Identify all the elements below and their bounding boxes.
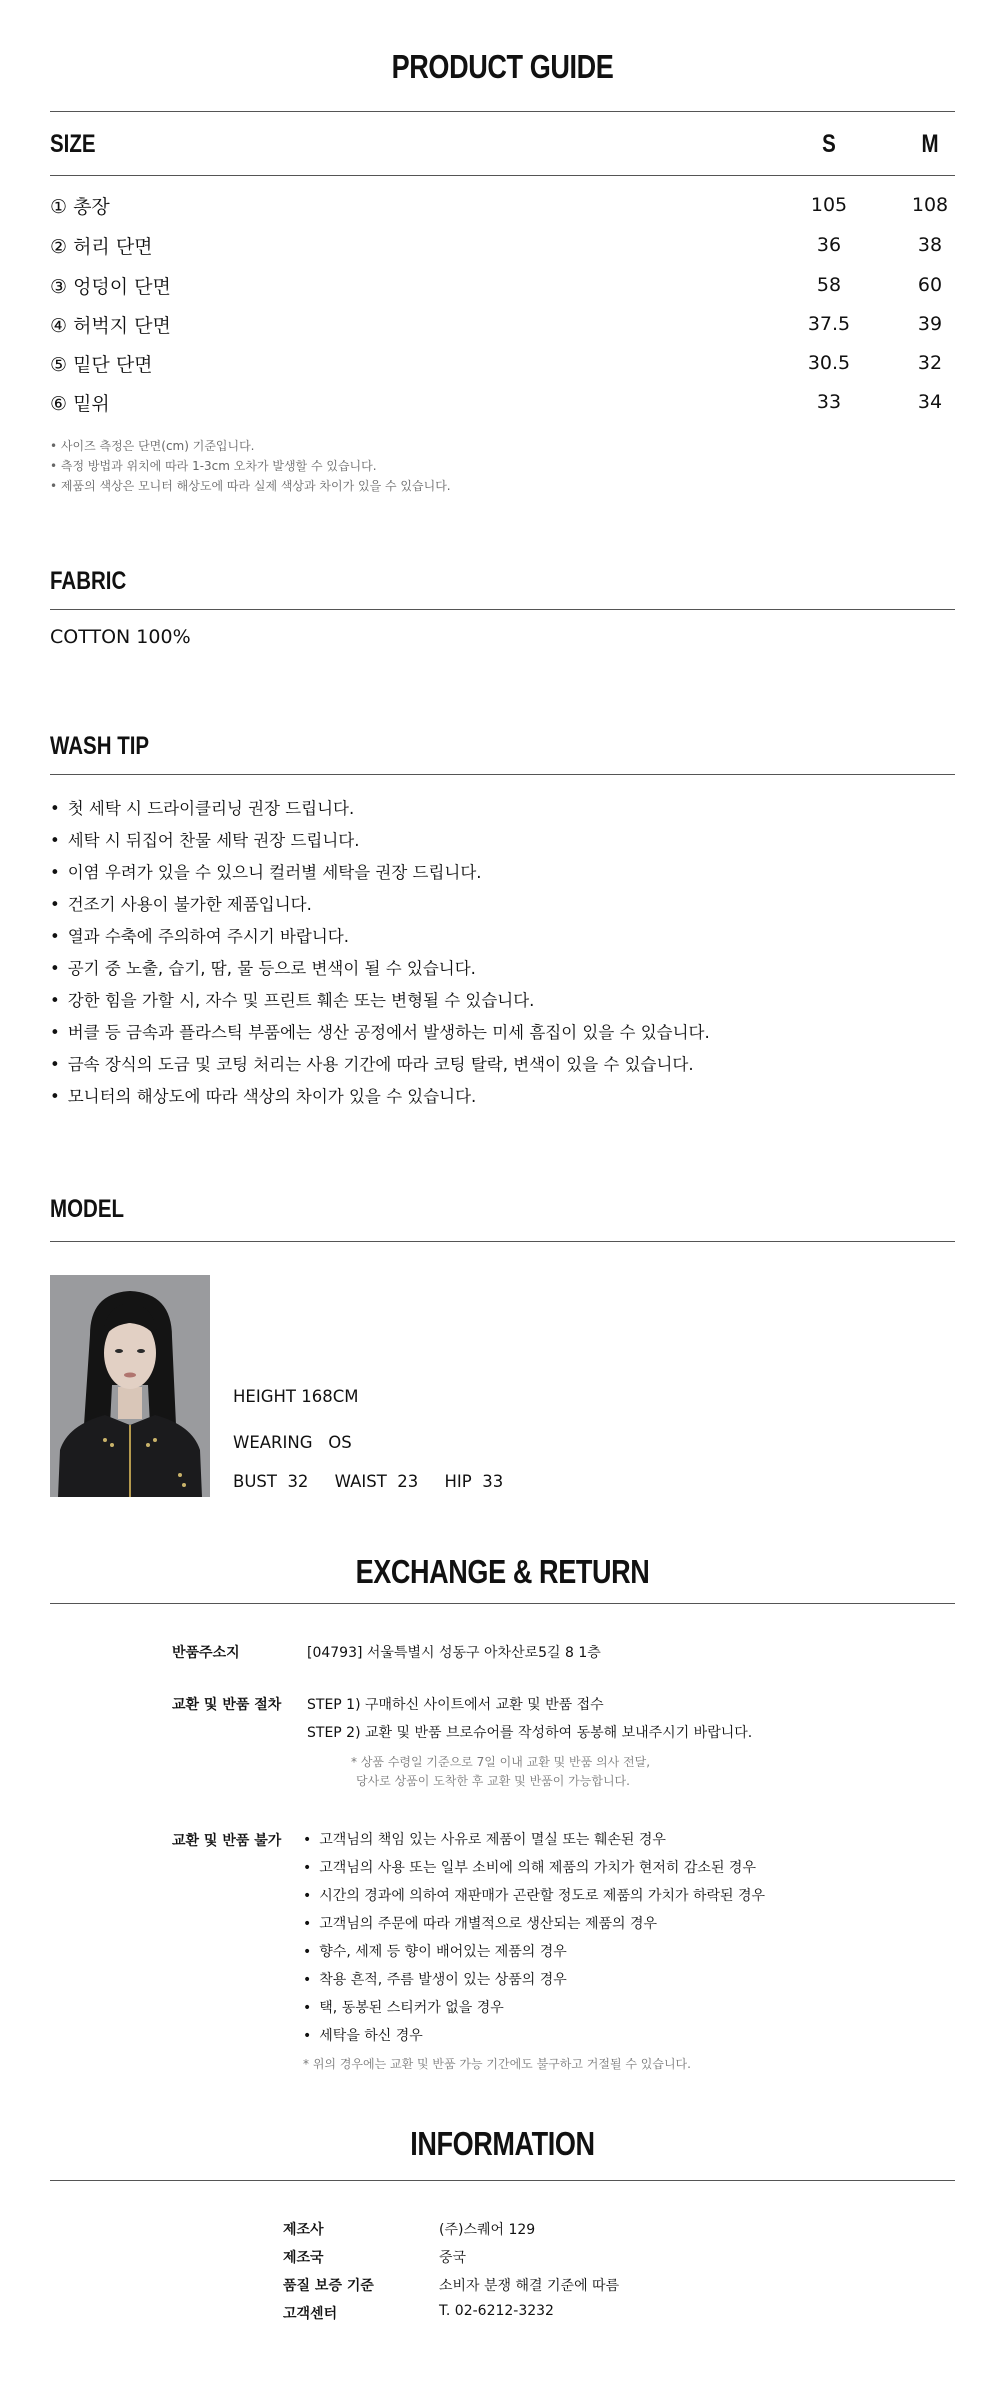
product-guide-header xyxy=(50,48,955,86)
list-item: • 택, 동봉된 스티커가 없을 경우 xyxy=(303,1994,765,2022)
divider xyxy=(50,175,955,176)
list-item: • 강한 힘을 가할 시, 자수 및 프린트 훼손 또는 변형될 수 있습니다. xyxy=(50,985,710,1017)
list-item: • 열과 수축에 주의하여 주시기 바랍니다. xyxy=(50,921,710,953)
divider xyxy=(50,609,955,610)
exchange-header xyxy=(50,1553,955,1591)
size-row-label: ① 총장 xyxy=(50,196,110,218)
list-item: • 향수, 세제 등 향이 배어있는 제품의 경우 xyxy=(303,1938,765,1966)
size-note: • 제품의 색상은 모니터 해상도에 따라 실제 색상과 차이가 있을 수 있습니다. xyxy=(50,479,451,493)
size-value-m: 38 xyxy=(917,234,943,256)
size-row xyxy=(50,350,955,380)
info-value: (주)스퀘어 129 xyxy=(439,2222,536,2238)
fabric-header xyxy=(50,567,143,596)
size-value-s: 37.5 xyxy=(807,313,851,335)
size-row-label: ⑥ 밑위 xyxy=(50,393,110,415)
information-title: INFORMATION xyxy=(410,2125,595,2162)
size-table-header xyxy=(50,130,955,166)
list-item: • 버클 등 금속과 플라스틱 부품에는 생산 공정에서 발생하는 미세 흠집이 있을 수 있습니다. xyxy=(50,1017,710,1049)
procedure-label: 교환 및 반품 절차 xyxy=(172,1697,282,1713)
list-item: • 이염 우려가 있을 수 있으니 컬러별 세탁을 권장 드립니다. xyxy=(50,857,710,889)
return-address-label: 반품주소지 xyxy=(172,1645,240,1661)
size-row xyxy=(50,232,955,262)
list-item: • 고객님의 사용 또는 일부 소비에 의해 제품의 가치가 현저히 감소된 경우 xyxy=(303,1854,765,1882)
divider xyxy=(50,774,955,775)
size-value-m: 108 xyxy=(911,194,949,216)
divider xyxy=(50,111,955,112)
size-row-label: ⑤ 밑단 단면 xyxy=(50,354,153,376)
information-header xyxy=(50,2125,955,2163)
list-item: • 공기 중 노출, 습기, 땀, 물 등으로 변색이 될 수 있습니다. xyxy=(50,953,710,985)
info-value: 소비자 분쟁 해결 기준에 따름 xyxy=(439,2278,620,2294)
info-value: T. 02-6212-3232 xyxy=(439,2303,554,2319)
list-item: • 세탁 시 뒤집어 찬물 세탁 권장 드립니다. xyxy=(50,825,710,857)
size-value-s: 33 xyxy=(816,391,842,413)
size-row xyxy=(50,192,955,222)
size-value-m: 60 xyxy=(917,274,943,296)
size-column-m: M xyxy=(921,130,939,158)
size-row-label: ② 허리 단면 xyxy=(50,236,153,258)
model-header xyxy=(50,1195,140,1224)
procedure-step-2: STEP 2) 교환 및 반품 브로슈어를 작성하여 동봉해 보내주시기 바랍니다. xyxy=(307,1725,753,1741)
procedure-step-1: STEP 1) 구매하신 사이트에서 교환 및 반품 접수 xyxy=(307,1697,604,1713)
size-value-s: 58 xyxy=(816,274,842,296)
size-value-m: 39 xyxy=(917,313,943,335)
size-column-s: S xyxy=(822,130,836,158)
size-row xyxy=(50,389,955,419)
size-value-m: 32 xyxy=(917,352,943,374)
wash-tip-header xyxy=(50,732,171,761)
divider xyxy=(50,2180,955,2181)
list-item: • 고객님의 책임 있는 사유로 제품이 멸실 또는 훼손된 경우 xyxy=(303,1826,765,1854)
info-label: 제조사 xyxy=(283,2222,324,2238)
size-row xyxy=(50,311,955,341)
size-value-s: 105 xyxy=(810,194,848,216)
model-wearing: WEARING OS xyxy=(233,1433,352,1452)
fabric-title: FABRIC xyxy=(50,567,127,595)
info-label: 고객센터 xyxy=(283,2306,338,2322)
model-title: MODEL xyxy=(50,1195,125,1223)
model-measurements: BUST 32 WAIST 23 HIP 33 xyxy=(233,1472,504,1491)
model-photo xyxy=(50,1275,210,1497)
list-item: • 시간의 경과에 의하여 재판매가 곤란할 정도로 제품의 가치가 하락된 경우 xyxy=(303,1882,765,1910)
size-row xyxy=(50,272,955,302)
unavailable-list xyxy=(303,1826,765,2050)
size-note: • 측정 방법과 위치에 따라 1-3cm 오차가 발생할 수 있습니다. xyxy=(50,459,377,473)
procedure-note: * 상품 수령일 기준으로 7일 이내 교환 및 반품 의사 전달, xyxy=(351,1755,651,1769)
unavailable-note: * 위의 경우에는 교환 및 반품 가능 기간에도 불구하고 거절될 수 있습니다. xyxy=(303,2057,691,2071)
size-row-label: ③ 엉덩이 단면 xyxy=(50,276,171,298)
size-notes xyxy=(50,436,451,496)
info-label: 품질 보증 기준 xyxy=(283,2278,374,2294)
list-item: • 건조기 사용이 불가한 제품입니다. xyxy=(50,889,710,921)
model-photo-illustration xyxy=(50,1275,210,1497)
info-value: 중국 xyxy=(439,2250,467,2266)
list-item: • 고객님의 주문에 따라 개별적으로 생산되는 제품의 경우 xyxy=(303,1910,765,1938)
size-row-label: ④ 허벅지 단면 xyxy=(50,315,171,337)
size-column-label: SIZE xyxy=(50,130,96,158)
wash-tip-list xyxy=(50,793,710,1113)
list-item: • 세탁을 하신 경우 xyxy=(303,2022,765,2050)
procedure-note: 당사로 상품이 도착한 후 교환 및 반품이 가능합니다. xyxy=(356,1774,630,1788)
size-value-s: 36 xyxy=(816,234,842,256)
list-item: • 금속 장식의 도금 및 코팅 처리는 사용 기간에 따라 코팅 탈락, 변색이 있을 수 있습니다. xyxy=(50,1049,710,1081)
return-address: [04793] 서울특별시 성동구 아차산로5길 8 1층 xyxy=(307,1645,601,1661)
list-item: • 착용 흔적, 주름 발생이 있는 상품의 경우 xyxy=(303,1966,765,1994)
list-item: • 모니터의 해상도에 따라 색상의 차이가 있을 수 있습니다. xyxy=(50,1081,710,1113)
size-value-m: 34 xyxy=(917,391,943,413)
size-note: • 사이즈 측정은 단면(cm) 기준입니다. xyxy=(50,439,255,453)
model-height: HEIGHT 168CM xyxy=(233,1387,359,1406)
list-item: • 첫 세탁 시 드라이클리닝 권장 드립니다. xyxy=(50,793,710,825)
divider xyxy=(50,1603,955,1604)
size-value-s: 30.5 xyxy=(807,352,851,374)
wash-tip-title: WASH TIP xyxy=(50,732,150,760)
fabric-value: COTTON 100% xyxy=(50,626,191,648)
product-guide-title: PRODUCT GUIDE xyxy=(391,48,614,85)
unavailable-label: 교환 및 반품 불가 xyxy=(172,1833,282,1849)
exchange-title: EXCHANGE & RETURN xyxy=(355,1553,650,1590)
divider xyxy=(50,1241,955,1242)
info-label: 제조국 xyxy=(283,2250,324,2266)
